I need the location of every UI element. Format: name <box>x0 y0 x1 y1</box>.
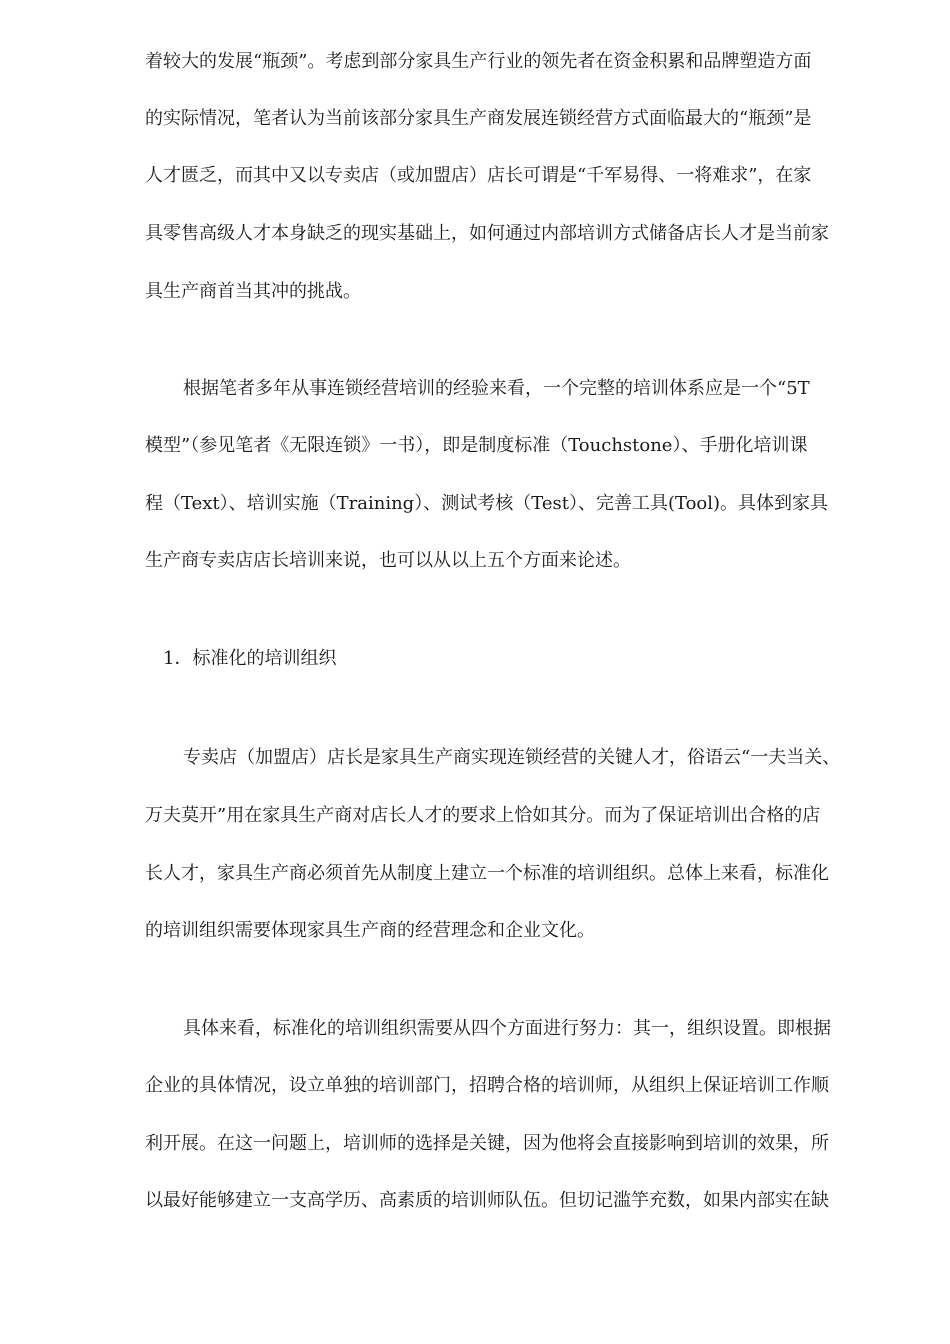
paragraph-3-line-4: 的培训组织需要体现家具生产商的经营理念和企业文化。 <box>145 920 595 941</box>
paragraph-4-line-3: 利开展。在这一问题上，培训师的选择是关键，因为他将会直接影响到培训的效果，所 <box>145 1133 829 1154</box>
paragraph-1-line-4: 具零售高级人才本身缺乏的现实基础上，如何通过内部培训方式储备店长人才是当前家 <box>145 223 829 244</box>
paragraph-2-line-4: 生产商专卖店店长培训来说，也可以从以上五个方面来论述。 <box>145 550 631 571</box>
paragraph-2-line-1: 根据笔者多年从事连锁经营培训的经验来看，一个完整的培训体系应是一个“5T <box>183 378 810 399</box>
paragraph-4-line-4: 以最好能够建立一支高学历、高素质的培训师队伍。但切记滥竽充数，如果内部实在缺 <box>145 1190 829 1211</box>
paragraph-1-line-1: 着较大的发展“瓶颈”。考虑到部分家具生产行业的领先者在资金积累和品牌塑造方面 <box>145 51 812 72</box>
paragraph-2-line-3: 程（Text）、培训实施（Training）、测试考核（Test）、完善工具(Tool)。具体到家具 <box>145 493 829 514</box>
paragraph-3-line-3: 长人才，家具生产商必须首先从制度上建立一个标准的培训组织。总体上来看，标准化 <box>145 863 829 884</box>
paragraph-1-line-5: 具生产商首当其冲的挑战。 <box>145 281 361 302</box>
paragraph-4-line-2: 企业的具体情况，设立单独的培训部门，招聘合格的培训师，从组织上保证培训工作顺 <box>145 1075 829 1096</box>
section-heading: 1．标准化的培训组织 <box>163 648 337 669</box>
paragraph-3-line-1: 专卖店（加盟店）店长是家具生产商实现连锁经营的关键人才，俗语云“一夫当关、 <box>183 747 841 768</box>
paragraph-1-line-2: 的实际情况，笔者认为当前该部分家具生产商发展连锁经营方式面临最大的“瓶颈”是 <box>145 108 812 129</box>
paragraph-3-line-2: 万夫莫开”用在家具生产商对店长人才的要求上恰如其分。而为了保证培训出合格的店 <box>145 805 821 826</box>
paragraph-4-line-1: 具体来看，标准化的培训组织需要从四个方面进行努力：其一，组织设置。即根据 <box>183 1018 831 1039</box>
paragraph-2-line-2: 模型”（参见笔者《无限连锁》一书），即是制度标准（Touchstone）、手册化培训课 <box>145 435 808 456</box>
paragraph-1-line-3: 人才匮乏，而其中又以专卖店（或加盟店）店长可谓是“千军易得、一将难求”，在家 <box>145 165 812 186</box>
